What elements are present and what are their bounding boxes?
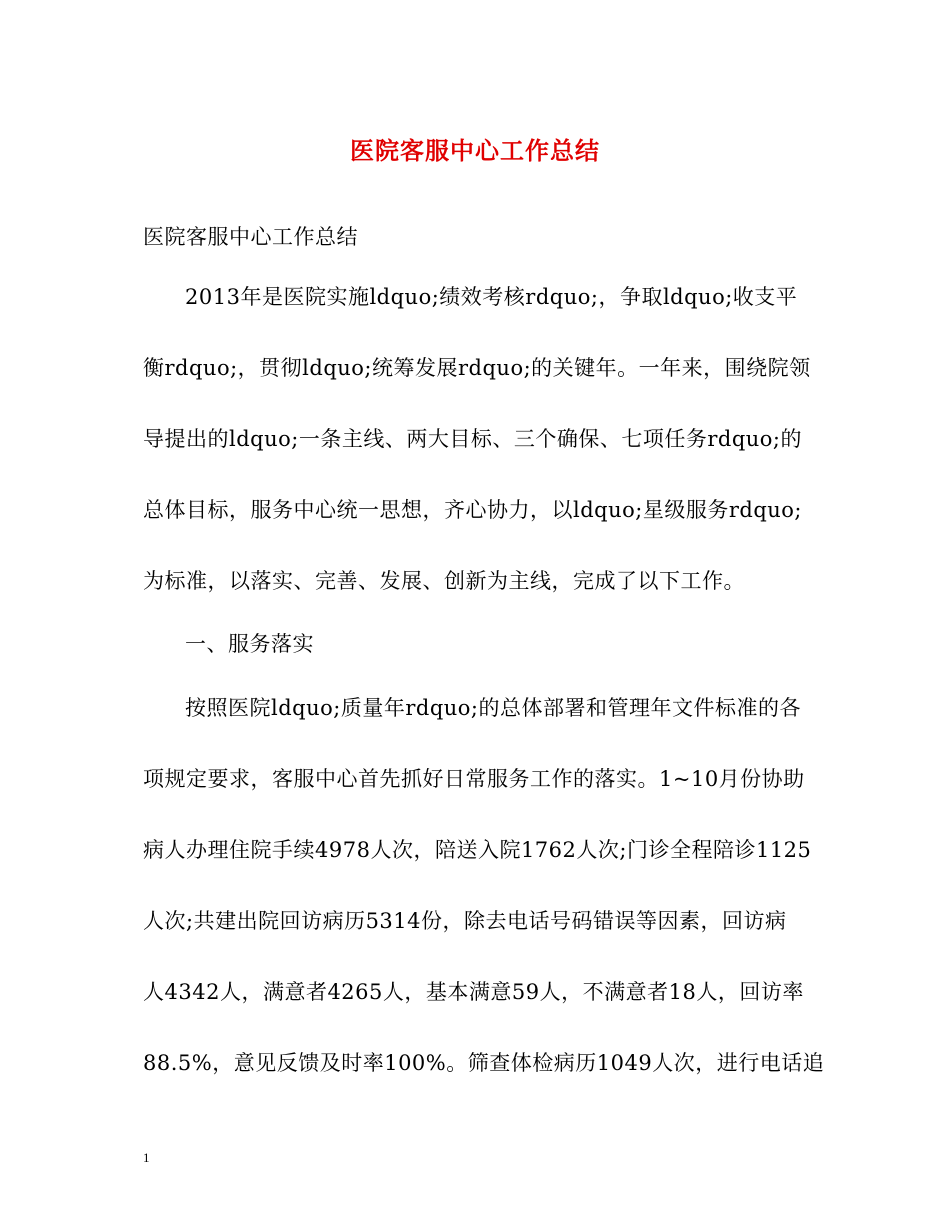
- paragraph-line: 人4342人，满意者4265人，基本满意59人，不满意者18人，回访率: [143, 980, 804, 1004]
- paragraph-line: 为标准，以落实、完善、发展、创新为主线，完成了以下工作。: [143, 569, 745, 593]
- section-heading: 一、服务落实: [185, 632, 314, 656]
- paragraph-line: 按照医院ldquo;质量年rdquo;的总体部署和管理年文件标准的各: [185, 696, 802, 720]
- paragraph-line: 2013年是医院实施ldquo;绩效考核rdquo;，争取ldquo;收支平: [185, 285, 798, 309]
- paragraph-line: 衡rdquo;，贯彻ldquo;统筹发展rdquo;的关键年。一年来，围绕院领: [143, 356, 811, 380]
- paragraph-line: 人次;共建出院回访病历5314份，除去电话号码错误等因素，回访病: [143, 909, 787, 933]
- page-number: 1: [143, 1150, 150, 1165]
- document-title: 医院客服中心工作总结: [350, 137, 600, 165]
- paragraph-line: 项规定要求，客服中心首先抓好日常服务工作的落实。1~10月份协助: [143, 767, 805, 791]
- paragraph-line: 总体目标，服务中心统一思想，齐心协力，以ldquo;星级服务rdquo;: [143, 498, 803, 522]
- subtitle-line: 医院客服中心工作总结: [143, 225, 358, 249]
- paragraph-line: 88.5%，意见反馈及时率100%。筛查体检病历1049人次，进行电话追: [143, 1051, 825, 1075]
- paragraph-line: 病人办理住院手续4978人次，陪送入院1762人次;门诊全程陪诊1125: [143, 838, 812, 862]
- paragraph-line: 导提出的ldquo;一条主线、两大目标、三个确保、七项任务rdquo;的: [143, 427, 803, 451]
